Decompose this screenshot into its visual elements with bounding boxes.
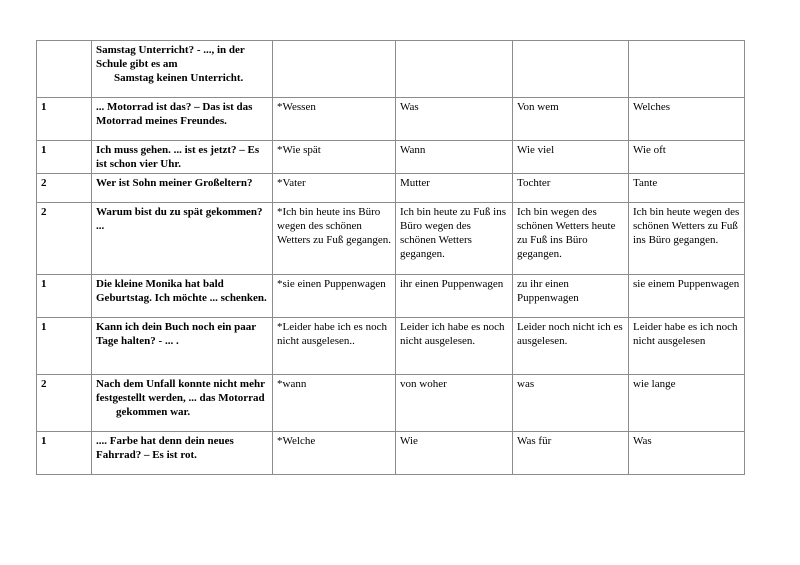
option-d [629,41,745,98]
option-b: ihr einen Puppenwagen [396,275,513,318]
option-b: Leider ich habe es noch nicht ausgelesen. [396,318,513,375]
option-a: *wann [273,375,396,432]
option-d: Welches [629,98,745,141]
row-number: 2 [37,375,92,432]
option-c: was [513,375,629,432]
question-table [36,40,745,475]
option-a: *Leider habe ich es noch nicht ausgelesen.. [273,318,396,375]
table-row [37,174,745,203]
question-text: ... Motorrad ist das? – Das ist das Motorrad meines Freundes. [96,101,253,127]
option-c: Was für [513,432,629,475]
row-number [37,41,92,98]
table-row [37,41,745,98]
question-text: Wer ist Sohn meiner Großeltern? [96,177,253,189]
option-d: Tante [629,174,745,203]
row-number: 1 [37,318,92,375]
option-d: Leider habe es ich noch nicht ausgelesen [629,318,745,375]
option-b: Was [396,98,513,141]
question-cell [92,275,273,318]
table-row [37,318,745,375]
row-number: 2 [37,203,92,275]
question-text: Nach dem Unfall konnte nicht mehr festgestellt werden, ... das Motorrad [96,378,265,404]
option-d: Was [629,432,745,475]
option-d: Wie oft [629,141,745,174]
option-a: *Ich bin heute ins Büro wegen des schönen Wetters zu Fuß gegangen. [273,203,396,275]
table-row [37,375,745,432]
option-c: Wie viel [513,141,629,174]
table-row [37,98,745,141]
question-cell [92,141,273,174]
table-row [37,203,745,275]
question-cell [92,375,273,432]
table-row [37,432,745,475]
question-text: Die kleine Monika hat bald Geburtstag. Ich möchte ... schenken. [96,278,267,304]
option-c: Tochter [513,174,629,203]
option-a [273,41,396,98]
question-text: Kann ich dein Buch noch ein paar Tage halten? - ... . [96,321,256,347]
option-b: Ich bin heute zu Fuß ins Büro wegen des schönen Wetters gegangen. [396,203,513,275]
option-b [396,41,513,98]
option-c: Von wem [513,98,629,141]
question-continuation: gekommen war. [116,406,191,418]
option-d: sie einem Puppenwagen [629,275,745,318]
row-number: 2 [37,174,92,203]
option-c [513,41,629,98]
option-b: Mutter [396,174,513,203]
option-c: Leider noch nicht ich es ausgelesen. [513,318,629,375]
option-a: *Wie spät [273,141,396,174]
row-number: 1 [37,98,92,141]
question-text: Warum bist du zu spät gekommen? ... [96,206,263,232]
option-d: wie lange [629,375,745,432]
question-text: Samstag Unterricht? - ..., in der Schule gibt es am [96,44,245,70]
question-cell [92,203,273,275]
option-a: *Vater [273,174,396,203]
table-row [37,141,745,174]
question-cell [92,318,273,375]
option-a: *sie einen Puppenwagen [273,275,396,318]
question-cell [92,174,273,203]
option-d: Ich bin heute wegen des schönen Wetters zu Fuß ins Büro gegangen. [629,203,745,275]
row-number: 1 [37,275,92,318]
option-b: Wie [396,432,513,475]
option-a: *Welche [273,432,396,475]
question-cell [92,432,273,475]
row-number: 1 [37,432,92,475]
option-b: von woher [396,375,513,432]
table-row [37,275,745,318]
option-b: Wann [396,141,513,174]
question-cell [92,41,273,98]
question-cell [92,98,273,141]
option-c: Ich bin wegen des schönen Wetters heute zu Fuß ins Büro gegangen. [513,203,629,275]
option-a: *Wessen [273,98,396,141]
question-continuation: Samstag keinen Unterricht. [114,72,244,84]
question-text: .... Farbe hat denn dein neues Fahrrad? – Es ist rot. [96,435,234,461]
option-c: zu ihr einen Puppenwagen [513,275,629,318]
question-text: Ich muss gehen. ... ist es jetzt? – Es ist schon vier Uhr. [96,144,260,170]
row-number: 1 [37,141,92,174]
